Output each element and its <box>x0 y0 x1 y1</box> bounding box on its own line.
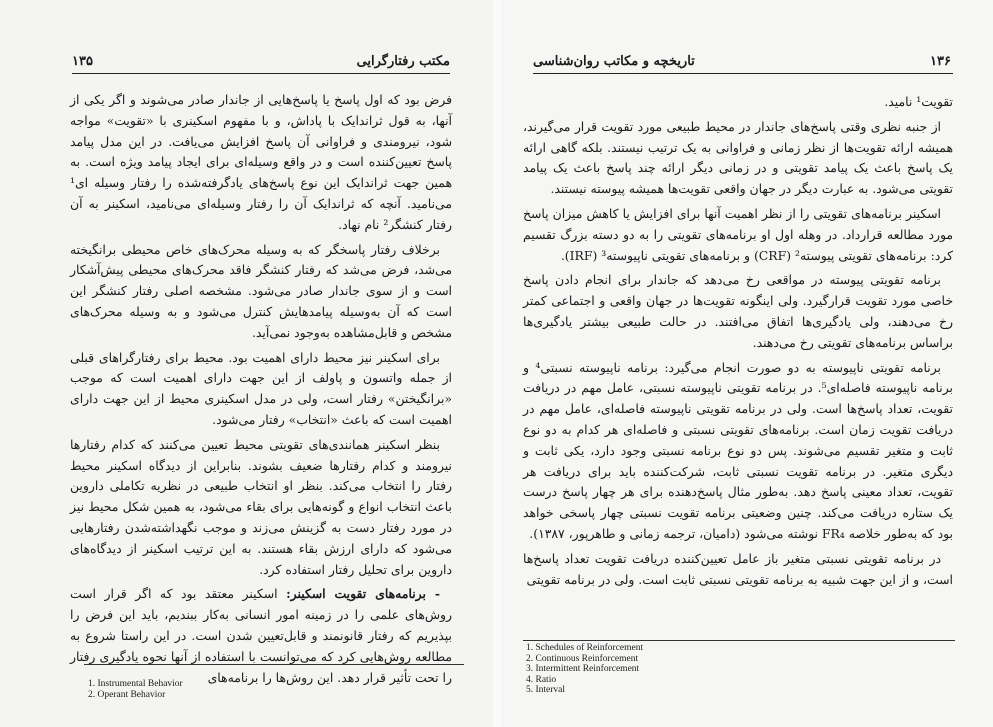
book-gutter <box>493 0 501 727</box>
right-page-header <box>533 50 951 72</box>
paragraph: برنامه تقویتی پیوسته در مواقعی رخ می‌دهد که جاندار برای انجام دادن پاسخ خاصی مورد تقویت قرارگیرد. ولی اینگونه تقویت‌ها در جهان واقعی و اجتماعی کمتر رخ می‌دهند، ولی یادگیری‌ها اتفاق می‌افتند. در حالت طبیعی بیشتر یادگیری‌ها براساس برنامه‌های تقویتی رخ می‌دهند. <box>523 272 953 350</box>
footnote: 5. Interval <box>526 685 566 695</box>
footnote: 1. Schedules of Reinforcement <box>526 643 644 653</box>
section-heading: - برنامه‌های تقویت اسکینر: <box>286 586 440 602</box>
paragraph: در برنامه تقویتی نسبتی متغیر باز عامل تعیین‌کننده دریافت تقویت تعداد پاسخ‌ها است، و از این جهت شبیه به برنامه تقویتی نسبتی ثابت است. ولی در برنامه تقویتی <box>523 550 953 587</box>
footnote: 1. Instrumental Behavior <box>88 679 183 689</box>
left-page-number: ۱۳۵ <box>72 53 93 69</box>
paragraph: برخلاف رفتار پاسخگر که به وسیله محرک‌های خاص محیطی برانگیخته می‌شد، فرض می‌شد که رفتار کنشگر فاقد محرک‌های محیطی پیش‌آشکار است و از سوی جاندار صادر می‌شود. مشخصه اصلی رفتار کنشگر این است که آن به‌وسیله پیامدهایش کنترل می‌شود و به وسیله محرک‌های مشخص و قابل‌مشاهده به‌وجود نمی‌آید. <box>70 241 452 340</box>
footnote: 4. Ratio <box>526 674 557 685</box>
left-footnotes <box>88 679 183 700</box>
paragraph: تقویت¹ نامید. <box>884 94 953 109</box>
left-page-chapter-title: مکتب رفتارگرایی <box>356 53 450 69</box>
paragraph: از جنبه نظری وقتی پاسخ‌های جاندار در محیط طبیعی مورد تقویت قرار می‌گیرند، همیشه ارائه تقویت‌ها از نظر زمانی و فراوانی به یک ترتیب نیستند. بلکه گاهی ارائه یک پاسخ باعث یک پیامد تقویتی و در زمانی دیگر ارائه چند پاسخ باعث یک پیامد تقویتی می‌شود. به عبارت دیگر در جهان واقعی تقویت‌ها همیشه پیوسته نیستند. <box>523 118 953 197</box>
footnote: 2. Continuous Reinforcement <box>526 653 639 664</box>
paragraph: اسکینر برنامه‌های تقویتی را از نظر اهمیت آنها برای افزایش یا کاهش میزان پاسخ مورد مطالعه قرارداد. در وهله اول او برنامه‌های تقویتی را به دو دسته بزرگ تقسیم کرد: برنامه‌های تقویتی پیوسته² (CRF) و برنامه‌های تقویتی ناپیوسته³ (IRF). <box>523 205 953 263</box>
paragraph: برنامه تقویتی ناپیوسته به دو صورت انجام می‌گیرد: برنامه ناپیوسته نسبتی⁴ و برنامه ناپیوسته فاصله‌ای⁵. در برنامه تقویتی ناپیوسته نسبتی، عامل مهم در دریافت تقویت، تعداد پاسخ‌ها است. ولی در برنامه تقویتی ناپیوسته فاصله‌ای، عامل مهم در دریافت تقویت زمان است. برنامه‌های تقویتی نسبتی و فاصله‌ای هر کدام به دو نوع ثابت و متغیر تقسیم می‌شوند. پس دو نوع برنامه نسبتی وجود دارد، یکی ثابت و دیگری متغیر. در برنامه تقویت نسبتی ثابت، شرکت‌کننده باید برای دریافت هر تقویت، تعداد معینی پاسخ دهد. به‌طور مثال پاسخ‌دهنده برای هر چهار پاسخ درست یک ستاره دریافت می‌کند. چنین وضعیتی برنامه تقویت نسبتی چهار پاسخی خواهد بود که به‌طور خلاصه FR₄ نوشته می‌شود (دامیان، ترجمه زمانی و طاهرپور، ۱۳۸۷). <box>523 359 953 541</box>
right-page <box>501 0 993 727</box>
right-footnotes <box>526 643 643 696</box>
right-header-rule <box>533 73 953 74</box>
footnote: 2. Operant Behavior <box>88 689 166 700</box>
left-footnote-rule <box>84 664 464 665</box>
paragraph: برای اسکینر نیز محیط دارای اهمیت بود. محیط برای رفتارگراهای قبلی از جمله واتسون و پاولف از این جهت دارای اهمیت است که موجب «برانگیختن» رفتار است، ولی در مدل اسکینری محیط از این جهت دارای اهمیت است که باعث «انتخاب» رفتار می‌شود. <box>70 349 452 427</box>
left-page <box>0 0 493 727</box>
left-page-body <box>70 90 452 692</box>
right-page-body <box>523 92 953 594</box>
right-page-chapter-title: تاریخچه و مکاتب روان‌شناسی <box>533 53 695 69</box>
footnote: 3. Intermittent Reinforcement <box>526 664 640 674</box>
paragraph-text: اسکینر معتقد بود که اگر قرار است روش‌های علمی را در زمینه امور انسانی به‌کار ببندیم، باید این فرض را بپذیریم که رفتار قانونمند و قابل‌تعیین شدن است. در این راستا شروع به مطالعه روش‌هایی کرد که می‌توانست با استفاده از آنها نحوه یادگیری رفتار را تحت تأثیر قرار دهد. این روش‌ها را برنامه‌های <box>70 586 452 685</box>
right-footnote-rule <box>523 640 955 641</box>
left-page-header <box>72 50 450 72</box>
paragraph: فرض بود که اول پاسخ یا پاسخ‌هایی از جاندار صادر می‌شوند و اگر یکی از آنها، به قول ثراندایک با پاداش، و با مفهوم اسکینری با «تقویت» مواجه شود، نیرومندی و فراوانی آن پاسخ افزایش می‌یافت. در این مدل پیامد پاسخ تعیین‌کننده است و در واقع وسیله‌ای برای ایجاد پیامد ویژه است. به همین جهت ثراندایک این نوع پاسخ‌های یادگرفته‌شده را رفتار وسیله ای¹ می‌نامید. آنچه که ثراندایک آن را رفتار وسیله‌ای می‌نامید، اسکینر به آن رفتار کنشگر² نام نهاد. <box>70 92 452 232</box>
right-page-number: ۱۳۶ <box>930 53 951 69</box>
paragraph: بنظر اسکینر همانندی‌های تقویتی محیط تعیین می‌کنند که کدام رفتارها نیرومند و کدام رفتارها ضعیف بشوند. بنابراین از دیدگاه اسکینر محیط رفتار را انتخاب می‌کند. بنظر او انتخاب طبیعی در نظریه تکاملی داروین باعث انتخاب انواع و گونه‌هایی برای بقاء می‌شود، به همین شکل محیط نیز در مورد رفتار دست به گزینش می‌زند و موجب نگهداشته‌شدن رفتارهایی می‌شود که دارای ارزش بقاء هستند. به این ترتیب اسکینر از دیدگاه‌های داروین برای تحلیل رفتار استفاده کرد. <box>70 436 452 577</box>
left-header-rule <box>72 73 450 74</box>
paragraph <box>70 584 452 688</box>
